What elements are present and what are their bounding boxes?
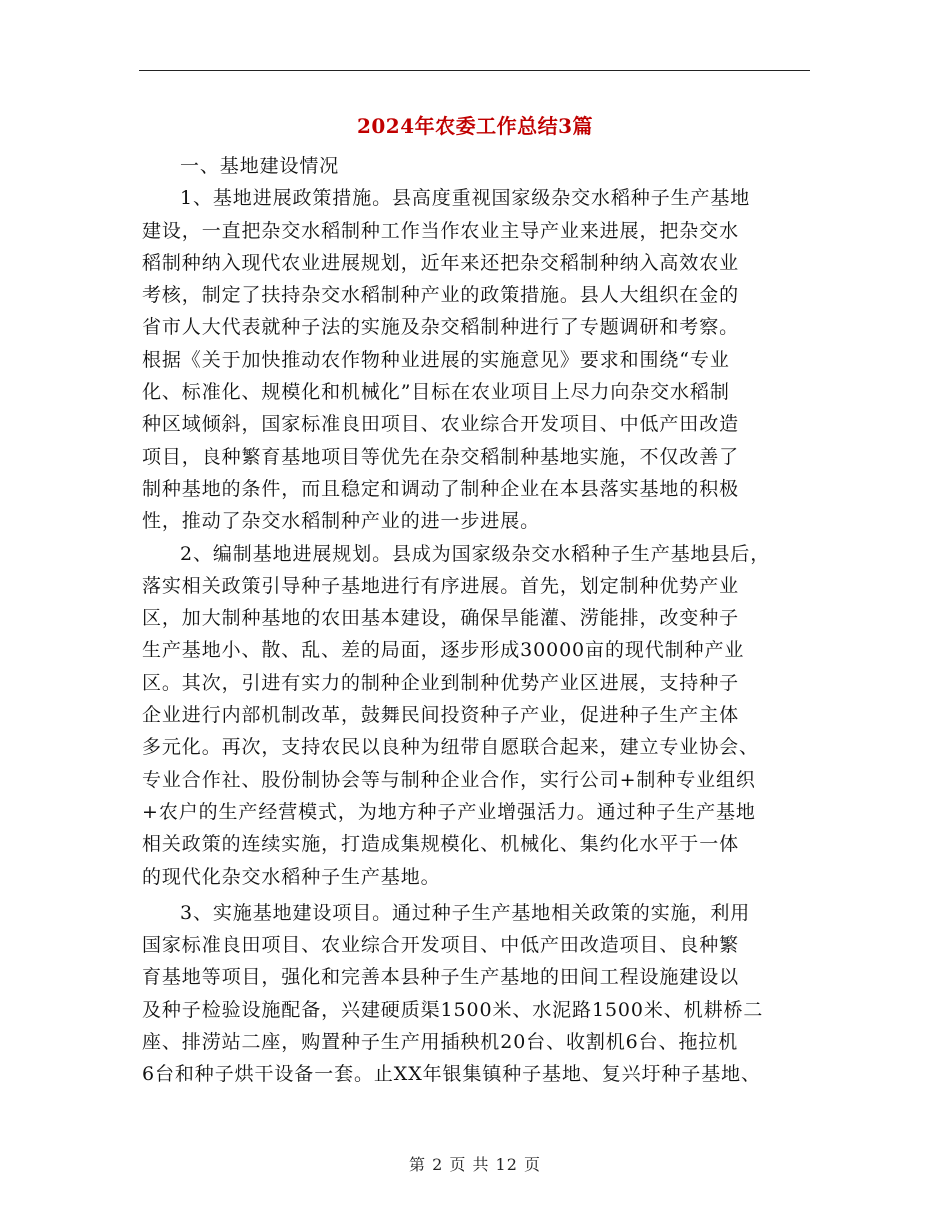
paragraph-line: 育基地等项目，强化和完善本县种子生产基地的田间工程设施建设以: [142, 966, 740, 989]
page-footer: 第 2 页 共 12 页: [409, 1155, 541, 1174]
paragraph-line: 企业进行内部机制改革，鼓舞民间投资种子产业，促进种子生产主体: [142, 704, 740, 727]
paragraph-line: 考核，制定了扶持杂交水稻制种产业的政策措施。县人大组织在金的: [142, 284, 740, 307]
document-title: 2024年农委工作总结3篇: [356, 114, 594, 138]
paragraph-3: [142, 897, 812, 1091]
paragraph-2: [142, 538, 812, 893]
paragraph-line: 国家标准良田项目、农业综合开发项目、中低产田改造项目、良种繁: [142, 934, 740, 957]
paragraph-line: 化、标准化、规模化和机械化”目标在农业项目上尽力向杂交水稻制: [142, 381, 730, 404]
paragraph-line: 项目，良种繁育基地项目等优先在杂交稻制种基地实施，不仅改善了: [142, 445, 740, 468]
paragraph-line: 制种基地的条件，而且稳定和调动了制种企业在本县落实基地的积极: [142, 477, 740, 500]
paragraph-line: 6台和种子烘干设备一套。止XX年银集镇种子基地、复兴圩种子基地、: [142, 1063, 761, 1086]
paragraph-line: 生产基地小、散、乱、差的局面，逐步形成30000亩的现代制种产业: [142, 639, 745, 662]
paragraph-line: 区，加大制种基地的农田基本建设，确保旱能灌、涝能排，改变种子: [142, 607, 740, 630]
paragraph-line: 区。其次，引进有实力的制种企业到制种优势产业区进展，支持种子: [142, 671, 740, 694]
header-rule: [139, 70, 810, 71]
paragraph-line: 3、实施基地建设项目。通过种子生产基地相关政策的实施，利用: [180, 901, 751, 924]
paragraph-line: 建设，一直把杂交水稻制种工作当作农业主导产业来进展，把杂交水: [142, 219, 740, 242]
paragraph-line: 及种子检验设施配备，兴建硬质渠1500米、水泥路1500米、机耕桥二: [142, 998, 764, 1021]
paragraph-line: 的现代化杂交水稻种子生产基地。: [142, 865, 441, 888]
paragraph-line: 1、基地进展政策措施。县高度重视国家级杂交水稻种子生产基地: [180, 187, 751, 210]
paragraph-line: 座、排涝站二座，购置种子生产用插秧机20台、收割机6台、拖拉机: [142, 1031, 739, 1054]
paragraph-line: 相关政策的连续实施，打造成集规模化、机械化、集约化水平于一体: [142, 833, 740, 856]
paragraph-line: 落实相关政策引导种子基地进行有序进展。首先，划定制种优势产业: [142, 574, 740, 597]
paragraph-line: 专业合作社、股份制协会等与制种企业合作，实行公司+制种专业组织: [142, 768, 756, 791]
paragraph-line: 根据《关于加快推动农作物种业进展的实施意见》要求和围绕“专业: [142, 348, 730, 371]
paragraph-line: 稻制种纳入现代农业进展规划，近年来还把杂交稻制种纳入高效农业: [142, 251, 740, 274]
document-body: [142, 150, 812, 1091]
paragraph-line: 2、编制基地进展规划。县成为国家级杂交水稻种子生产基地县后，: [180, 542, 771, 565]
paragraph-line: 多元化。再次，支持农民以良种为纽带自愿联合起来，建立专业协会、: [142, 736, 759, 759]
paragraph-line: 种区域倾斜，国家标准良田项目、农业综合开发项目、中低产田改造: [142, 413, 740, 436]
section-heading: 一、基地建设情况: [180, 155, 340, 177]
paragraph-line: 性，推动了杂交水稻制种产业的进一步进展。: [142, 510, 541, 533]
paragraph-1: [142, 182, 812, 537]
paragraph-line: 省市人大代表就种子法的实施及杂交稻制种进行了专题调研和考察。: [142, 316, 740, 339]
paragraph-line: +农户的生产经营模式，为地方种子产业增强活力。通过种子生产基地: [142, 800, 756, 823]
